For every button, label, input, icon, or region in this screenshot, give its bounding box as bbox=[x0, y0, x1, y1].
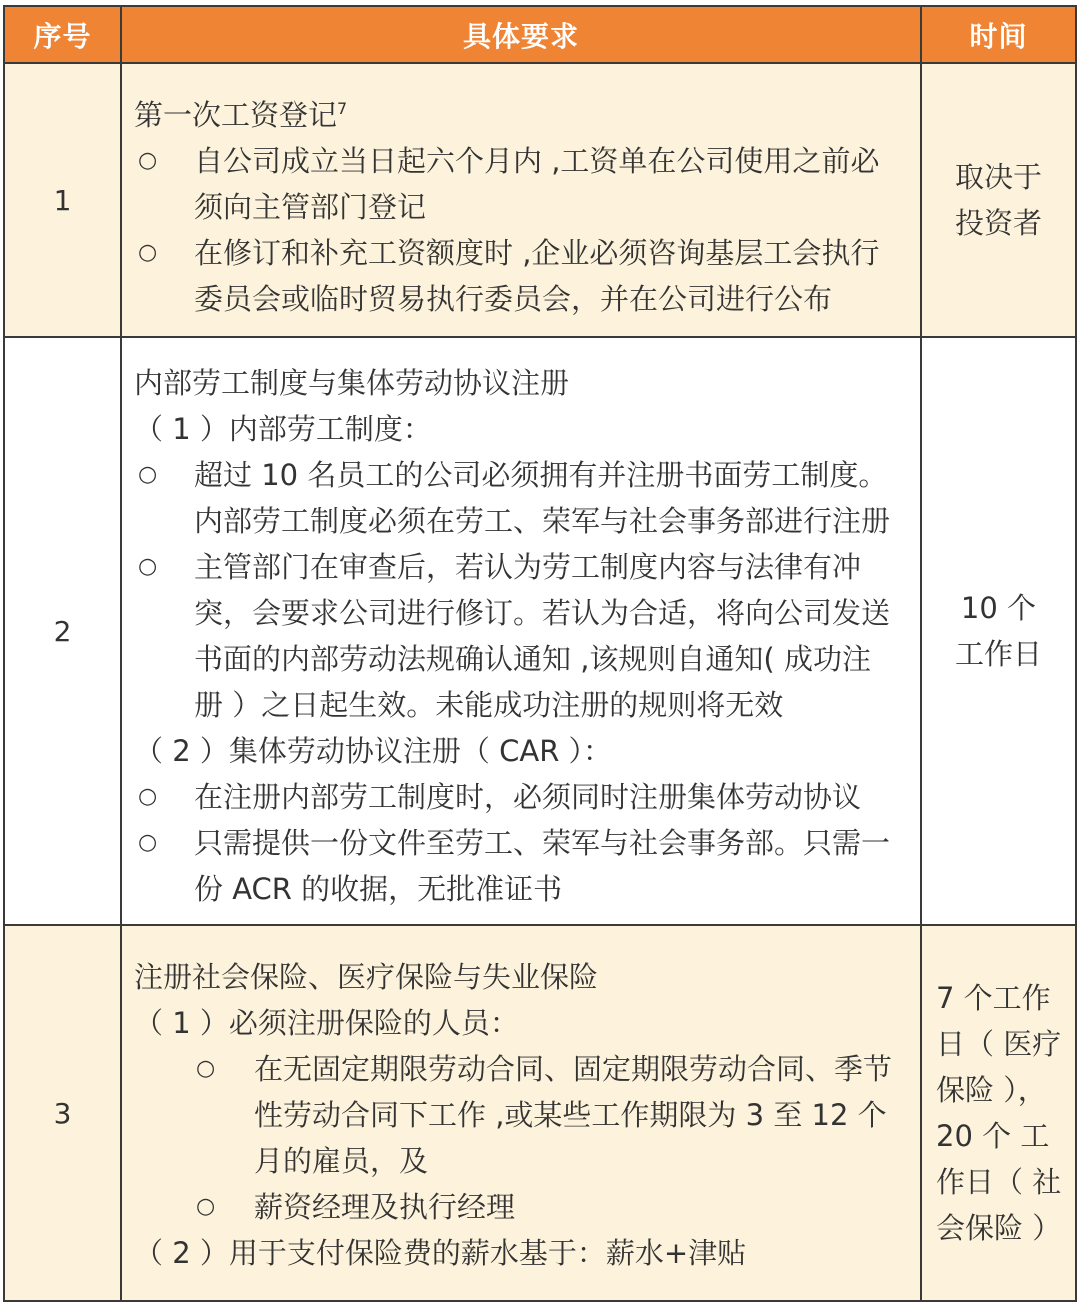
row-index: 2 bbox=[5, 338, 122, 924]
list-item: ○ 主管部门在审查后，若认为劳工制度内容与法律有冲 突，会要求公司进行修订。若认为合适，将向公司发送 书面的内部劳动法规确认通知 ,该规则自通知( 成功注 册 ）之日起生效。未能成功注册的规则将无效 bbox=[134, 544, 920, 728]
footnote-ref: 7 bbox=[337, 99, 348, 118]
table-row bbox=[3, 338, 1077, 926]
header-time: 时间 bbox=[969, 19, 1028, 53]
table-row bbox=[3, 64, 1077, 338]
subheading: （ 1 ）必须注册保险的人员： bbox=[134, 1006, 519, 1040]
row-index: 1 bbox=[5, 64, 122, 336]
bullet-icon: ○ bbox=[196, 1194, 216, 1219]
list-item: ○ 在修订和补充工资额度时 ,企业必须咨询基层工会执行 委员会或临时贸易执行委员会，并在公司进行公布 bbox=[134, 230, 920, 322]
list-item: ○ 薪资经理及执行经理 bbox=[134, 1184, 920, 1230]
list-item: ○ 在无固定期限劳动合同、固定期限劳动合同、季节 性劳动合同下工作 ,或某些工作期限为 3 至 12 个 月的雇员，及 bbox=[134, 1046, 920, 1184]
subheading: （ 2 ）集体劳动协议注册（ CAR ）： bbox=[134, 734, 613, 768]
row-requirements bbox=[122, 926, 922, 1300]
subheading: （ 2 ）用于支付保险费的薪水基于：薪水+津贴 bbox=[134, 1236, 747, 1270]
row-index: 3 bbox=[5, 926, 122, 1300]
table-row bbox=[3, 926, 1077, 1302]
subheading: （ 1 ）内部劳工制度： bbox=[134, 412, 432, 446]
bullet-icon: ○ bbox=[138, 830, 158, 855]
row-title: 注册社会保险、医疗保险与失业保险 bbox=[134, 960, 599, 994]
bullet-icon: ○ bbox=[138, 462, 158, 487]
header-index: 序号 bbox=[5, 7, 122, 62]
list-item: ○ 超过 10 名员工的公司必须拥有并注册书面劳工制度。 内部劳工制度必须在劳工、荣军与社会事务部进行注册 bbox=[134, 452, 920, 544]
bullet-icon: ○ bbox=[138, 240, 158, 265]
header-requirements: 具体要求 bbox=[122, 7, 922, 62]
bullet-icon: ○ bbox=[138, 554, 158, 579]
bullet-icon: ○ bbox=[138, 784, 158, 809]
row-time: 7 个工作 日（ 医疗 保险 ）， 20 个 工 作日（ 社 会保险 ） bbox=[936, 981, 1062, 1245]
list-item: ○ 只需提供一份文件至劳工、荣军与社会事务部。只需一 份 ACR 的收据，无批准证书 bbox=[134, 820, 920, 912]
row-title: 内部劳工制度与集体劳动协议注册 bbox=[134, 366, 570, 400]
row-title: 第一次工资登记$^7$ bbox=[134, 98, 348, 132]
row-requirements bbox=[122, 338, 922, 924]
row-time: 10 个 工作日 bbox=[954, 591, 1042, 671]
list-item: ○ 自公司成立当日起六个月内 ,工资单在公司使用之前必 须向主管部门登记 bbox=[134, 138, 920, 230]
row-requirements bbox=[122, 64, 922, 336]
row-time: 取决于 投资者 bbox=[954, 160, 1042, 240]
table-header bbox=[3, 5, 1077, 64]
bullet-icon: ○ bbox=[138, 148, 158, 173]
list-item: ○ 在注册内部劳工制度时，必须同时注册集体劳动协议 bbox=[134, 774, 920, 820]
bullet-icon: ○ bbox=[196, 1056, 216, 1081]
